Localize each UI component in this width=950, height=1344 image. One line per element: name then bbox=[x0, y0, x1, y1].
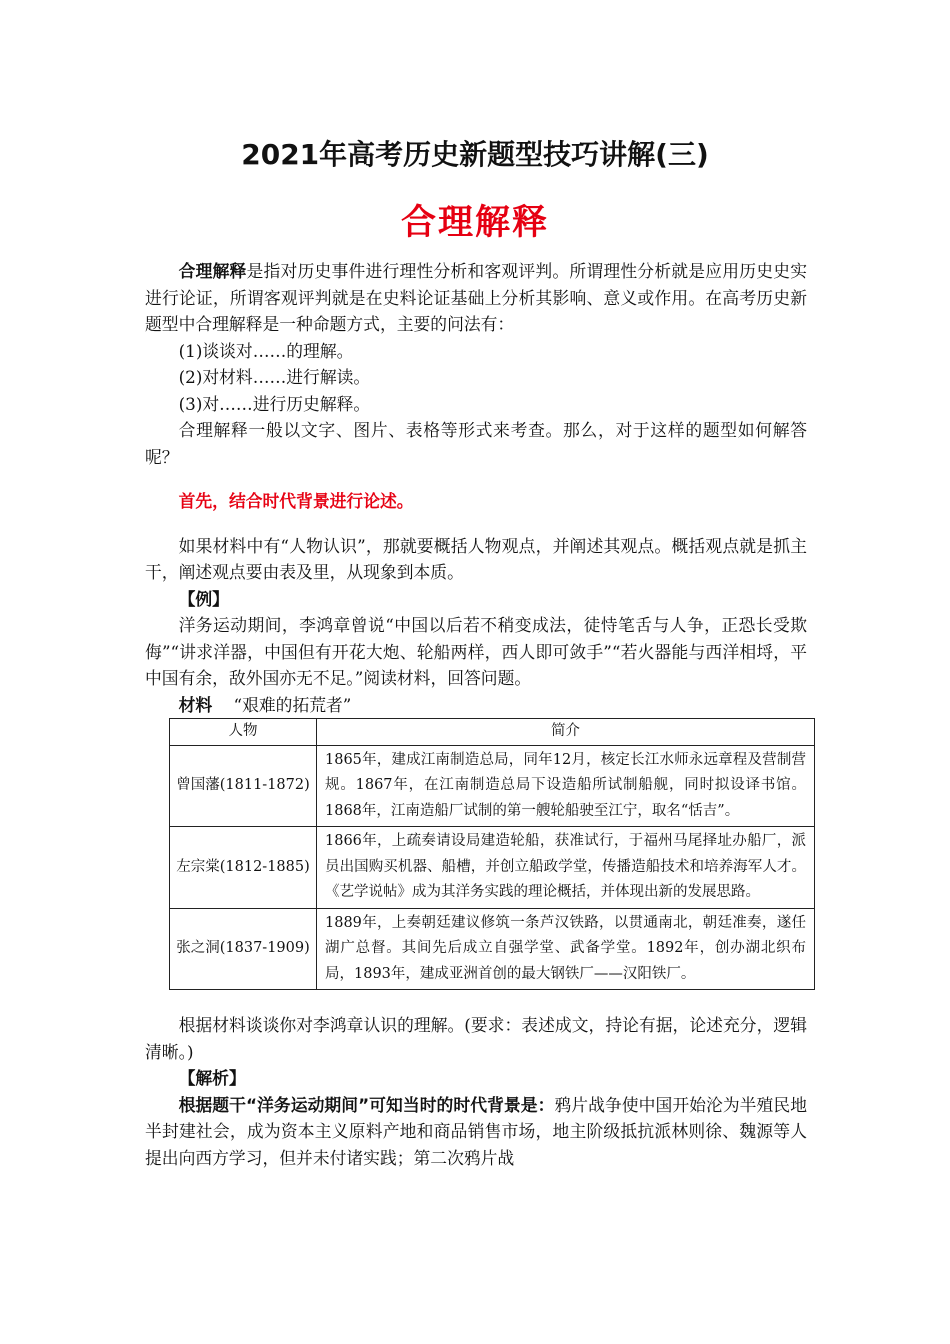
table-header-row bbox=[170, 719, 815, 746]
material-table bbox=[169, 718, 815, 990]
intro-closing: 合理解释一般以文字、图片、表格等形式来考查。那么，对于这样的题型如何解答呢？ bbox=[145, 420, 807, 467]
table-row bbox=[170, 745, 815, 827]
material-caption bbox=[145, 692, 807, 719]
person-summary: 1889年，上奏朝廷建议修筑一条芦汉铁路，以贯通南北，朝廷准奏，遂任湖广总督。其间先后成立自强学堂、武备学堂。1892年，创办湖北织布局，1893年，建成亚洲首创的最大钢铁厂——汉阳铁厂。 bbox=[317, 908, 815, 990]
document-body bbox=[145, 258, 807, 1171]
section-heading: 首先，结合时代背景进行论述。 bbox=[178, 491, 414, 511]
material-title: “艰难的拓荒者” bbox=[233, 694, 352, 715]
question-type-item: (1)谈谈对……的理解。 bbox=[178, 340, 354, 361]
person-summary: 1866年，上疏奏请设局建造轮船，获准试行，于福州马尾择址办船厂，派员出国购买机器、船槽，并创立船政学堂，传播造船技术和培养海军人才。《艺学说帖》成为其洋务实践的理论概括，并体现出新的发展思路。 bbox=[317, 827, 815, 909]
intro-paragraph bbox=[145, 258, 807, 338]
person-name: 曾国藩(1811-1872) bbox=[170, 745, 317, 827]
person-summary: 1865年，建成江南制造总局，同年12月，核定长江水师永远章程及营制营规。1867年，在江南制造总局下设造船所试制船舰，同时拟设译书馆。1868年，江南造船厂试制的第一艘轮船驶至江宁，取名“恬吉”。 bbox=[317, 745, 815, 827]
analysis-paragraph bbox=[145, 1092, 807, 1172]
material-table-wrap bbox=[145, 718, 807, 990]
intro-lead: 合理解释 bbox=[178, 261, 247, 281]
header-summary: 简介 bbox=[317, 719, 815, 746]
person-name: 张之洞(1837-1909) bbox=[170, 908, 317, 990]
spacer bbox=[145, 990, 807, 1012]
material-label: 材料 bbox=[178, 694, 213, 715]
person-name: 左宗棠(1812-1885) bbox=[170, 827, 317, 909]
page-title: 2021年高考历史新题型技巧讲解(三) bbox=[241, 138, 709, 171]
question-text: 根据材料谈谈你对李鸿章认识的理解。(要求：表述成文，持论有据，论述充分，逻辑清晰。) bbox=[145, 1015, 807, 1062]
table-row bbox=[170, 908, 815, 990]
question-type-item: (3)对……进行历史解释。 bbox=[178, 393, 371, 414]
example-label: 【例】 bbox=[178, 588, 229, 609]
page-subtitle: 合理解释 bbox=[400, 203, 549, 243]
section-text: 如果材料中有“人物认识”，那就要概括人物观点，并阐述其观点。概括观点就是抓主干，阐述观点要由表及里，从现象到本质。 bbox=[145, 535, 807, 582]
analysis-lead: 根据题干“洋务运动期间”可知当时的时代背景是： bbox=[178, 1094, 555, 1115]
intro-text: 是指对历史事件进行理性分析和客观评判。所谓理性分析就是应用历史史实进行论证，所谓客观评判就是在史料论证基础上分析其影响、意义或作用。在高考历史新题型中合理解释是一种命题方式，主要的问法有： bbox=[145, 261, 807, 334]
header-person: 人物 bbox=[170, 719, 317, 746]
analysis-label: 【解析】 bbox=[178, 1068, 246, 1088]
example-text: 洋务运动期间，李鸿章曾说“中国以后若不稍变成法，徒恃笔舌与人争，正恐长受欺侮”“讲求洋器，中国但有开花大炮、轮船两样，西人即可敛手”“若火器能与西洋相埒，平中国有余，敌外国亦无不足。”阅读材料，回答问题。 bbox=[145, 615, 807, 688]
table-row bbox=[170, 827, 815, 909]
analysis-text: 鸦片战争使中国开始沦为半殖民地半封建社会，成为资本主义原料产地和商品销售市场，地主阶级抵抗派林则徐、魏源等人提出向西方学习，但并未付诸实践；第二次鸦片战 bbox=[145, 1094, 807, 1168]
question-type-item: (2)对材料……进行解读。 bbox=[178, 367, 371, 387]
